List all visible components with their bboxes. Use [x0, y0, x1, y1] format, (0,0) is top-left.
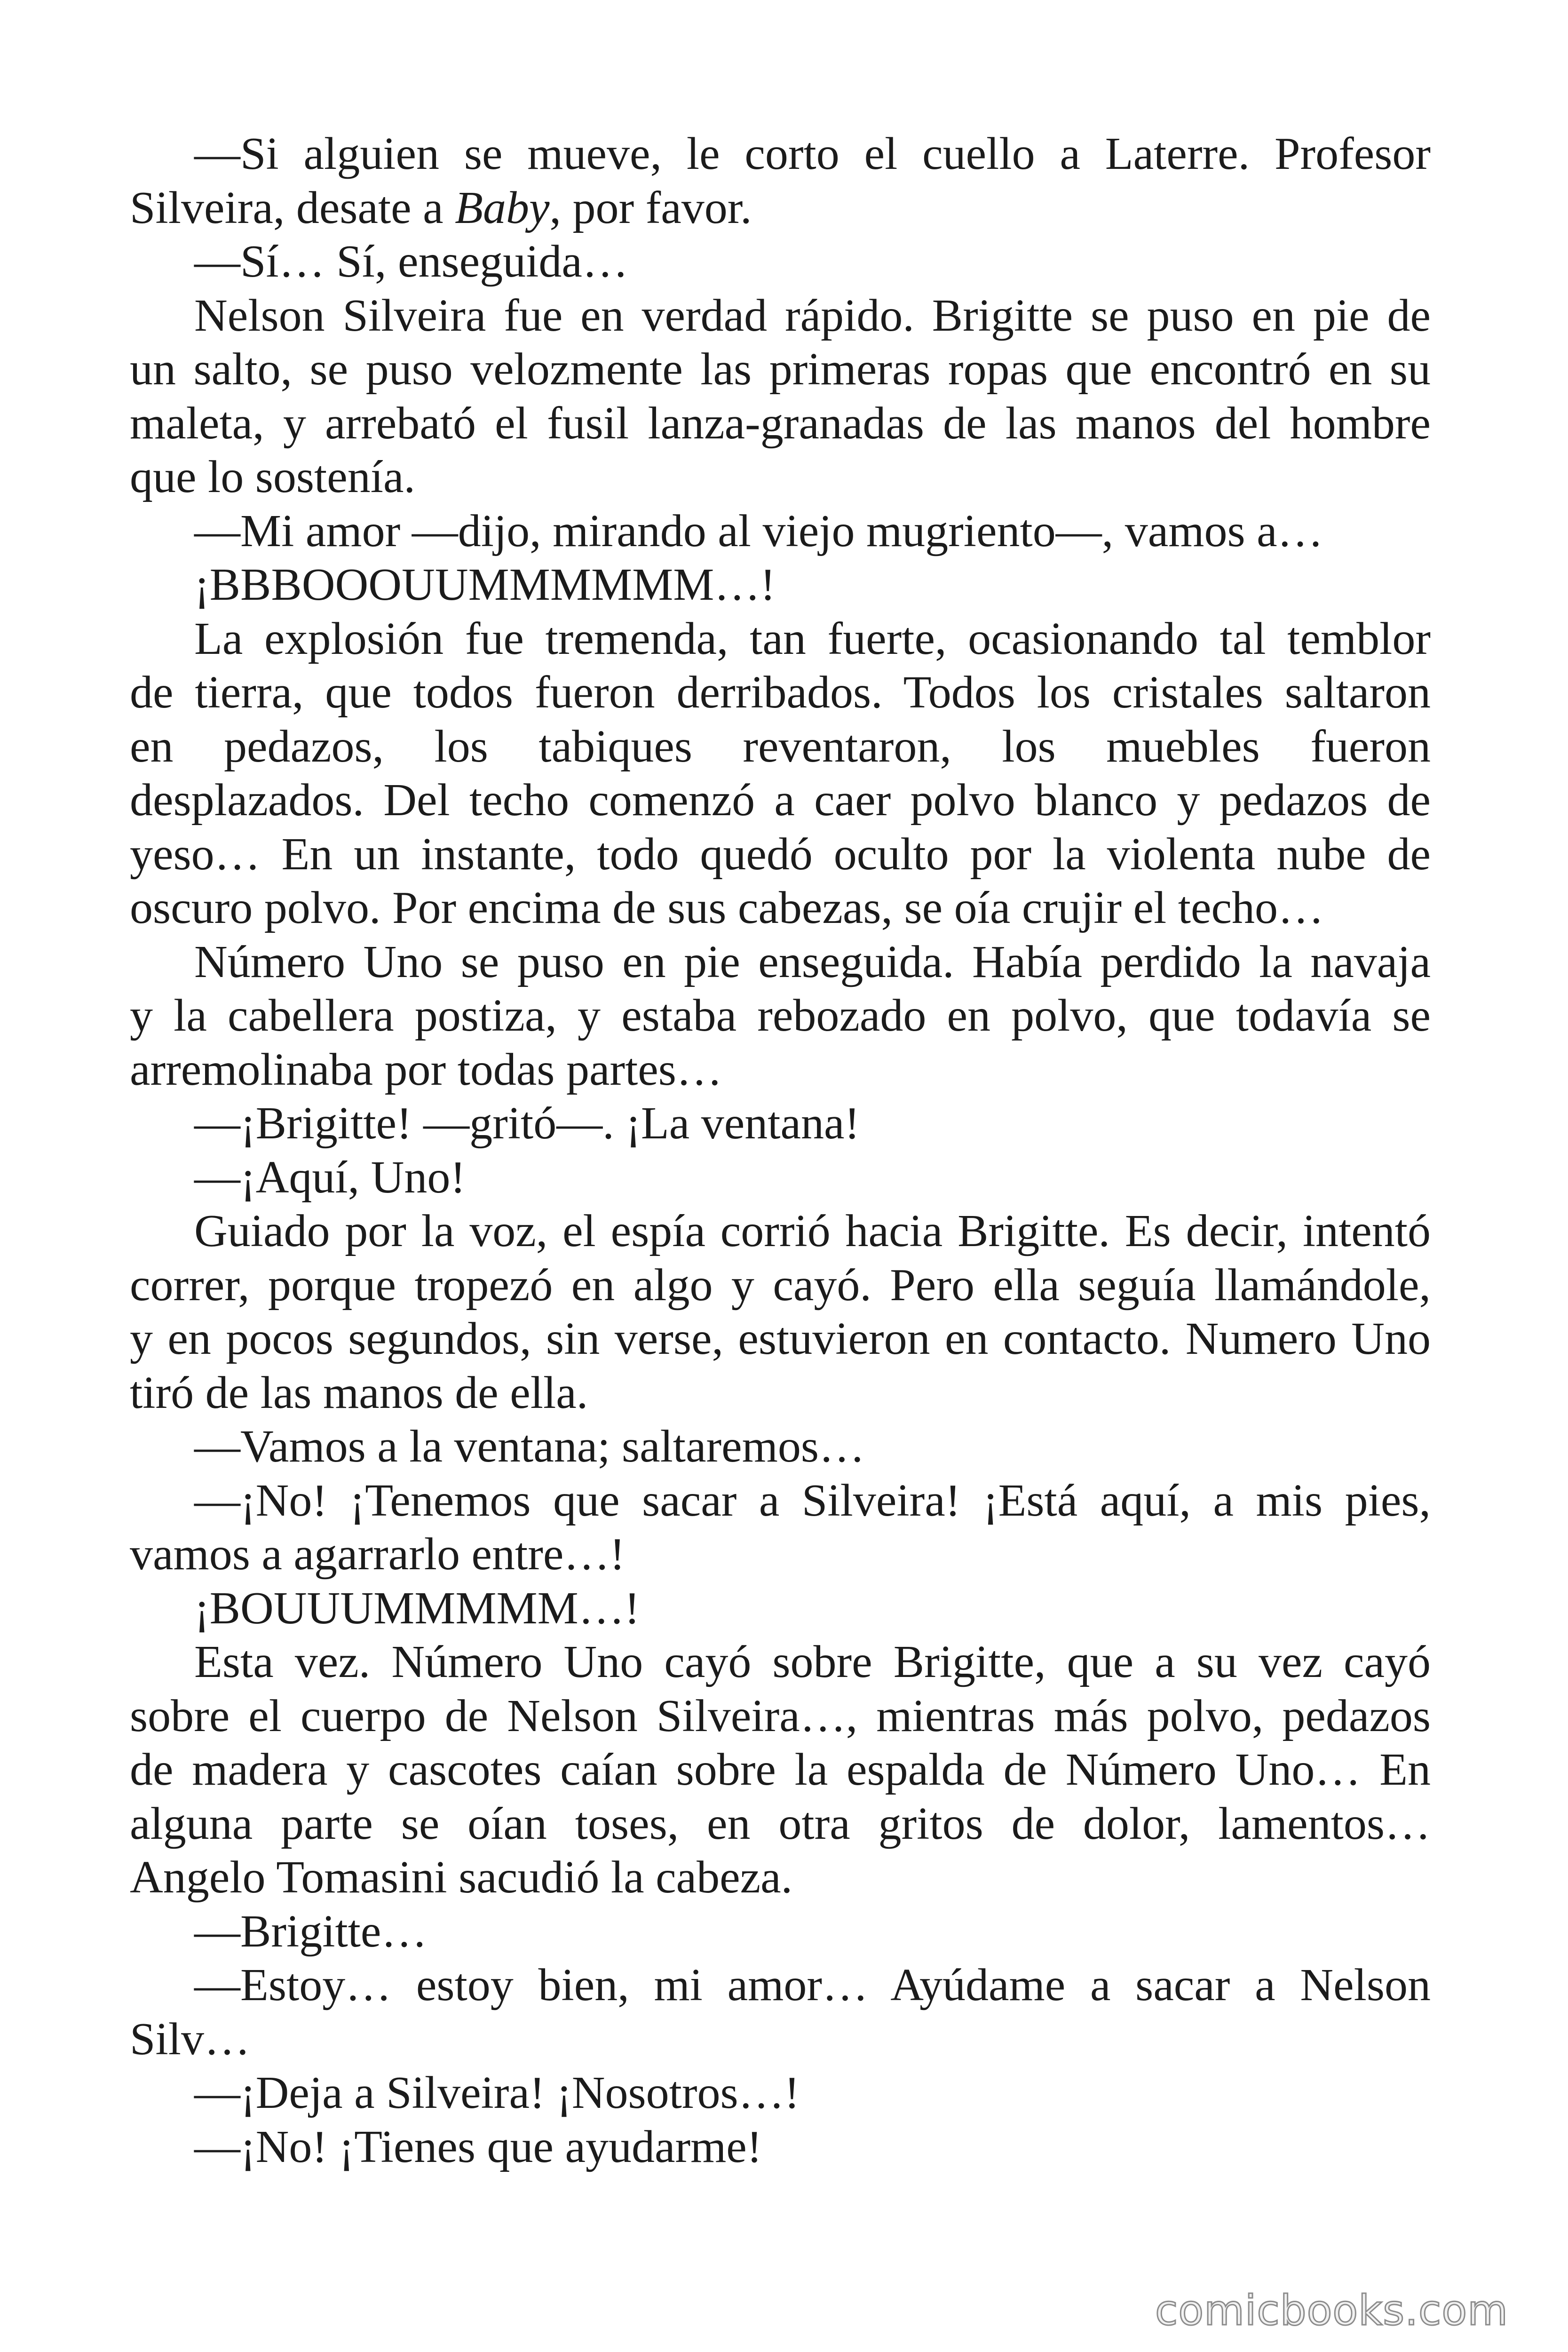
paragraph	[130, 1905, 1431, 1959]
paragraph	[130, 935, 1431, 1097]
text-line: —¡No! ¡Tenemos que sacar a Silveira! ¡Está aquí, a mis pies,	[194, 1475, 1431, 1526]
text-line: —Mi amor —dijo, mirando al viejo mugriento—, vamos a…	[194, 505, 1323, 556]
text-line: un salto, se puso velozmente las primeras ropas que encontró en su	[130, 344, 1431, 395]
text-line: yeso… En un instante, todo quedó oculto por la violenta nube de	[130, 828, 1431, 880]
text-line: —Vamos a la ventana; saltaremos…	[194, 1421, 865, 1472]
paragraph	[130, 1635, 1431, 1905]
text-line: y la cabellera postiza, y estaba rebozado en polvo, que todavía se	[130, 990, 1431, 1041]
text-line: Silv…	[130, 2013, 250, 2065]
text-line: de madera y cascotes caían sobre la espalda de Número Uno… En	[130, 1744, 1431, 1795]
paragraph	[130, 2066, 1431, 2120]
text-line: —¡Brigitte! —gritó—. ¡La ventana!	[194, 1098, 860, 1149]
text-line: —¡No! ¡Tienes que ayudarme!	[194, 2121, 762, 2172]
text-line: Angelo Tomasini sacudió la cabeza.	[130, 1852, 793, 1903]
paragraph	[130, 2120, 1431, 2174]
text-segment: , por favor.	[549, 182, 752, 233]
text-line: arremolinaba por todas partes…	[130, 1044, 722, 1095]
italic-text: Baby	[455, 182, 550, 233]
text-line: —Sí… Sí, enseguida…	[194, 236, 628, 287]
text-line: y en pocos segundos, sin verse, estuvieron en contacto. Numero Uno	[130, 1313, 1431, 1364]
paragraph	[130, 1204, 1431, 1420]
text-line: desplazados. Del techo comenzó a caer polvo blanco y pedazos de	[130, 775, 1431, 826]
text-line: sobre el cuerpo de Nelson Silveira…, mientras más polvo, pedazos	[130, 1690, 1431, 1741]
paragraph	[130, 1420, 1431, 1474]
paragraph	[130, 558, 1431, 612]
text-line: Guiado por la voz, el espía corrió hacia Brigitte. Es decir, intentó	[194, 1206, 1431, 1256]
text-line: en pedazos, los tabiques reventaron, los muebles fueron	[130, 721, 1431, 772]
paragraph	[130, 504, 1431, 558]
text-line: ¡BBBOOOUUMMMMMM…!	[194, 559, 776, 610]
text-line: La explosión fue tremenda, tan fuerte, ocasionando tal temblor	[194, 613, 1431, 664]
text-line: Esta vez. Número Uno cayó sobre Brigitte, que a su vez cayó	[194, 1637, 1431, 1687]
text-segment: Silveira, desate a	[130, 182, 455, 233]
paragraph	[130, 289, 1431, 504]
paragraph	[130, 612, 1431, 935]
text-line: —Brigitte…	[194, 1906, 428, 1957]
watermark: comicbooks.com	[1155, 2286, 1508, 2335]
text-line: —¡Deja a Silveira! ¡Nosotros…!	[194, 2067, 800, 2118]
paragraph	[130, 1151, 1431, 1205]
text-line: —Estoy… estoy bien, mi amor… Ayúdame a sacar a Nelson	[194, 1960, 1431, 2010]
paragraph	[130, 1097, 1431, 1151]
text-line: de tierra, que todos fueron derribados. Todos los cristales saltaron	[130, 667, 1431, 718]
text-line: ¡BOUUUMMMMM…!	[194, 1582, 640, 1634]
page-text	[130, 127, 1431, 2174]
text-line: Número Uno se puso en pie enseguida. Había perdido la navaja	[194, 936, 1431, 987]
paragraph	[130, 127, 1431, 235]
paragraph	[130, 1581, 1431, 1636]
paragraph	[130, 1474, 1431, 1581]
text-line: tiró de las manos de ella.	[130, 1367, 588, 1418]
text-line: maleta, y arrebató el fusil lanza-granadas de las manos del hombre	[130, 397, 1431, 449]
text-line: alguna parte se oían toses, en otra gritos de dolor, lamentos…	[130, 1798, 1431, 1849]
text-line	[130, 181, 1431, 235]
paragraph	[130, 235, 1431, 289]
text-line: que lo sostenía.	[130, 452, 415, 502]
text-line: oscuro polvo. Por encima de sus cabezas, se oía crujir el techo…	[130, 882, 1324, 933]
text-line: —¡Aquí, Uno!	[194, 1152, 466, 1203]
text-line: Nelson Silveira fue en verdad rápido. Brigitte se puso en pie de	[194, 290, 1431, 341]
text-line: —Si alguien se mueve, le corto el cuello a Laterre. Profesor	[194, 128, 1431, 179]
paragraph	[130, 1958, 1431, 2066]
text-line: vamos a agarrarlo entre…!	[130, 1529, 625, 1580]
text-line: correr, porque tropezó en algo y cayó. Pero ella seguía llamándole,	[130, 1259, 1431, 1311]
